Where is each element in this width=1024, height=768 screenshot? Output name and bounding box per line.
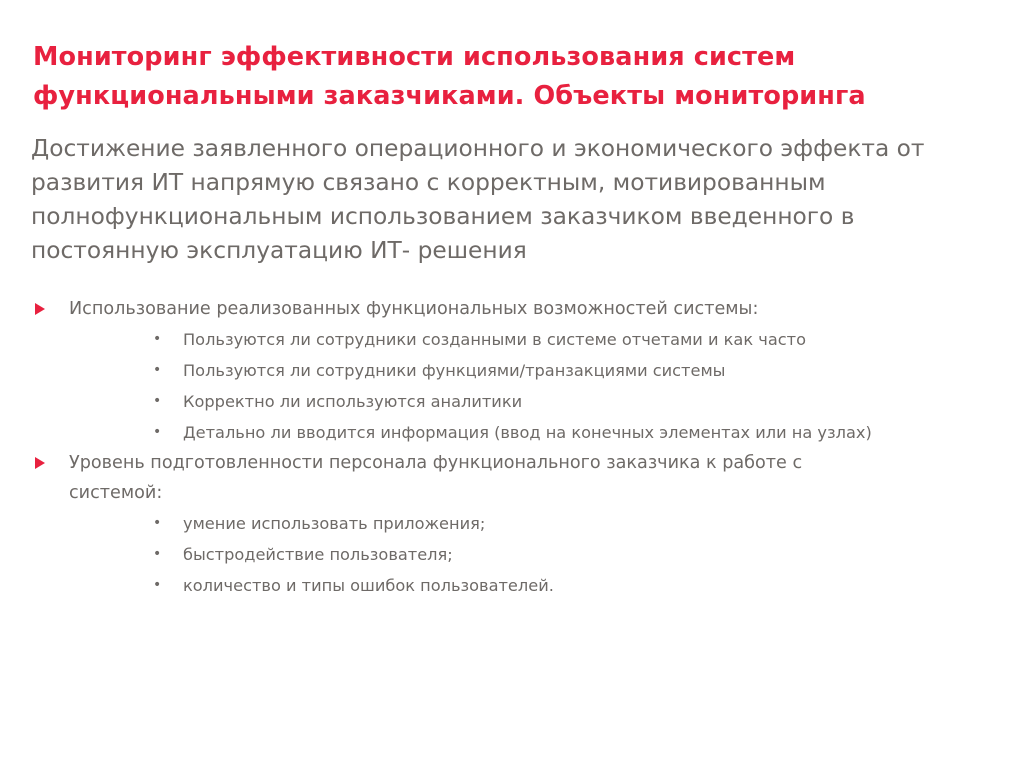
sub-bullet-item	[69, 570, 1024, 601]
dot-bullet-icon: •	[153, 331, 162, 347]
bullet-item-staff-readiness	[0, 448, 1024, 601]
dot-bullet-icon: •	[153, 362, 162, 378]
intro-paragraph	[31, 132, 1001, 268]
sub-bullet-text: Корректно ли используются аналитики	[183, 392, 523, 411]
dot-bullet-icon: •	[153, 546, 162, 562]
sub-bullet-list	[69, 508, 1024, 601]
bullet-item-text-line-1: Уровень подготовленности персонала функционального заказчика к работе с	[69, 453, 803, 473]
bullet-item-text-line-2: системой:	[69, 483, 163, 503]
red-triangle-bullet-icon	[35, 457, 45, 469]
sub-bullet-text: Пользуются ли сотрудники функциями/транзакциями системы	[183, 361, 726, 380]
sub-bullet-text: быстродействие пользователя;	[183, 545, 453, 564]
sub-bullet-text: Пользуются ли сотрудники созданными в системе отчетами и как часто	[183, 330, 806, 349]
sub-bullet-item	[69, 355, 1024, 386]
sub-bullet-text: количество и типы ошибок пользователей.	[183, 576, 554, 595]
sub-bullet-item	[69, 539, 1024, 570]
sub-bullet-item	[69, 508, 1024, 539]
sub-bullet-list	[69, 324, 1024, 448]
sub-bullet-text: Детально ли вводится информация (ввод на конечных элементах или на узлах)	[183, 423, 872, 442]
bullet-item-functional-usage	[0, 294, 1024, 448]
dot-bullet-icon: •	[153, 515, 162, 531]
intro-line-1: Достижение заявленного операционного и экономического эффекта от	[31, 135, 925, 162]
intro-line-2: развития ИТ напрямую связано с корректным, мотивированным	[31, 169, 826, 196]
sub-bullet-text: умение использовать приложения;	[183, 514, 486, 533]
bullet-item-text: Использование реализованных функциональных возможностей системы:	[69, 299, 759, 319]
dot-bullet-icon: •	[153, 393, 162, 409]
sub-bullet-item	[69, 386, 1024, 417]
slide-title	[33, 38, 993, 116]
sub-bullet-item	[69, 324, 1024, 355]
intro-line-4: постоянную эксплуатацию ИТ- решения	[31, 237, 527, 264]
bullet-list	[0, 294, 1024, 601]
slide-title-line-1: Мониторинг эффективности использования систем	[33, 42, 796, 72]
dot-bullet-icon: •	[153, 577, 162, 593]
intro-line-3: полнофункциональным использованием заказчиком введенного в	[31, 203, 855, 230]
red-triangle-bullet-icon	[35, 303, 45, 315]
dot-bullet-icon: •	[153, 424, 162, 440]
sub-bullet-item	[69, 417, 1024, 448]
slide-title-line-2: функциональными заказчиками. Объекты мониторинга	[33, 81, 866, 111]
